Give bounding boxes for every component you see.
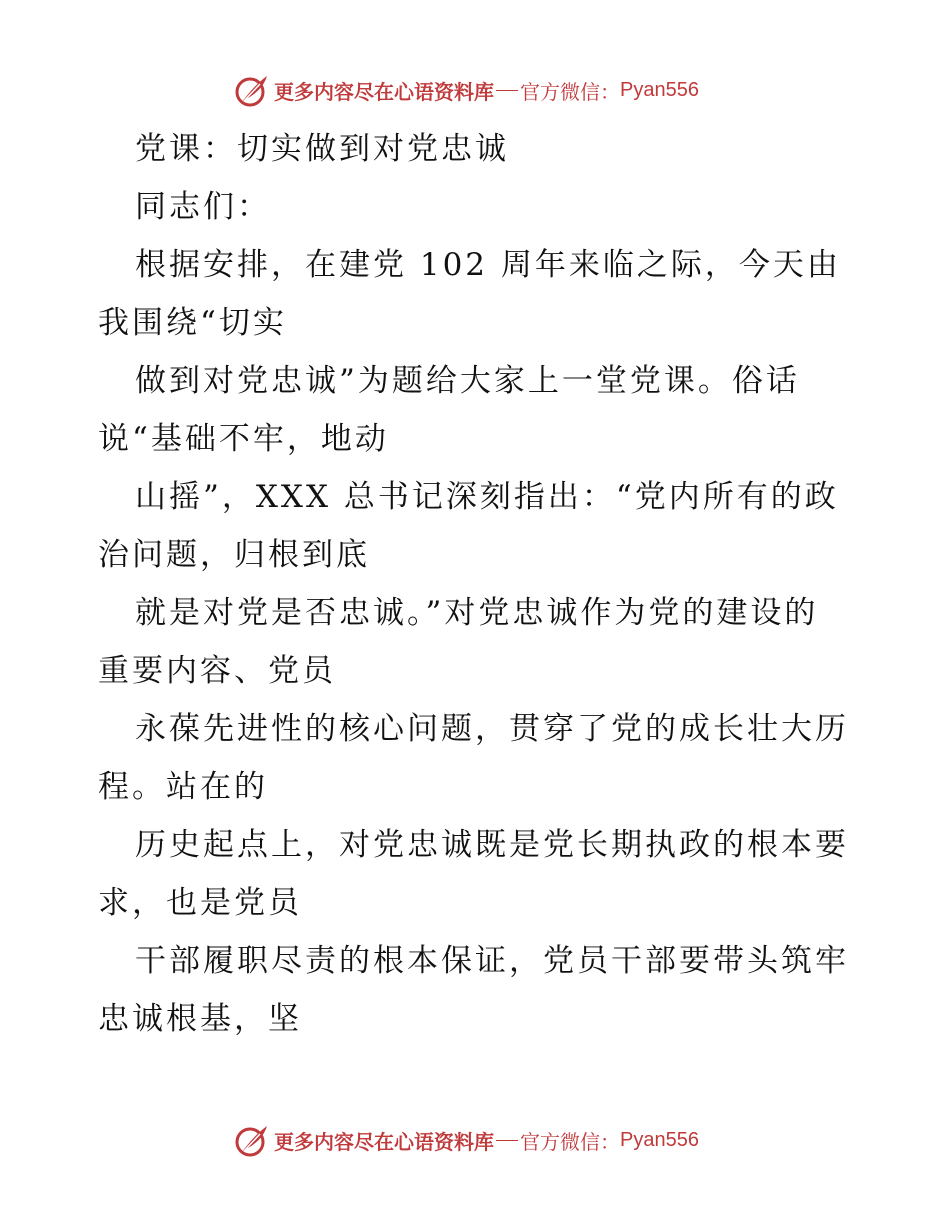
text-line: 干部履职尽责的根本保证，党员干部要带头筑牢 — [135, 943, 849, 979]
text-line: 历史起点上，对党忠诚既是党长期执政的根本要 — [135, 827, 849, 863]
wechat-id: Pyan556 — [620, 1128, 699, 1151]
header-banner — [234, 70, 699, 110]
text-line: 说“基础不牢，地动 — [98, 421, 389, 457]
quill-pen-icon — [234, 1122, 270, 1158]
text-line: 根据安排，在建党 102 周年来临之际，今天由 — [135, 247, 841, 283]
text-line: 永葆先进性的核心问题，贯穿了党的成长壮大历 — [135, 711, 849, 747]
text-line: 山摇”，XXX 总书记深刻指出：“党内所有的政 — [135, 479, 839, 515]
text-line: 治问题，归根到底 — [98, 537, 370, 573]
site-name: 更多内容尽在心语资料库 — [274, 1129, 494, 1154]
contact-label: 官方微信： — [520, 1129, 620, 1154]
text-line: 忠诚根基，坚 — [98, 1001, 302, 1037]
text-line: 就是对党是否忠诚。”对党忠诚作为党的建设的 — [135, 595, 819, 631]
document-title: 党课：切实做到对党忠诚 — [135, 131, 509, 167]
footer-banner — [234, 1120, 699, 1160]
text-line: 做到对党忠诚”为题给大家上一堂党课。俗话 — [135, 363, 800, 399]
text-line: 我围绕“切实 — [98, 305, 287, 341]
wechat-id: Pyan556 — [620, 78, 699, 101]
contact-label: 官方微信： — [520, 79, 620, 104]
divider — [496, 1140, 518, 1141]
text-line: 重要内容、党员 — [98, 653, 336, 689]
text-line: 程。站在的 — [98, 769, 268, 805]
divider — [496, 90, 518, 91]
salutation: 同志们： — [135, 189, 271, 225]
text-line: 求，也是党员 — [98, 885, 302, 921]
document-body — [98, 120, 858, 1048]
site-name: 更多内容尽在心语资料库 — [274, 79, 494, 104]
quill-pen-icon — [234, 72, 270, 108]
